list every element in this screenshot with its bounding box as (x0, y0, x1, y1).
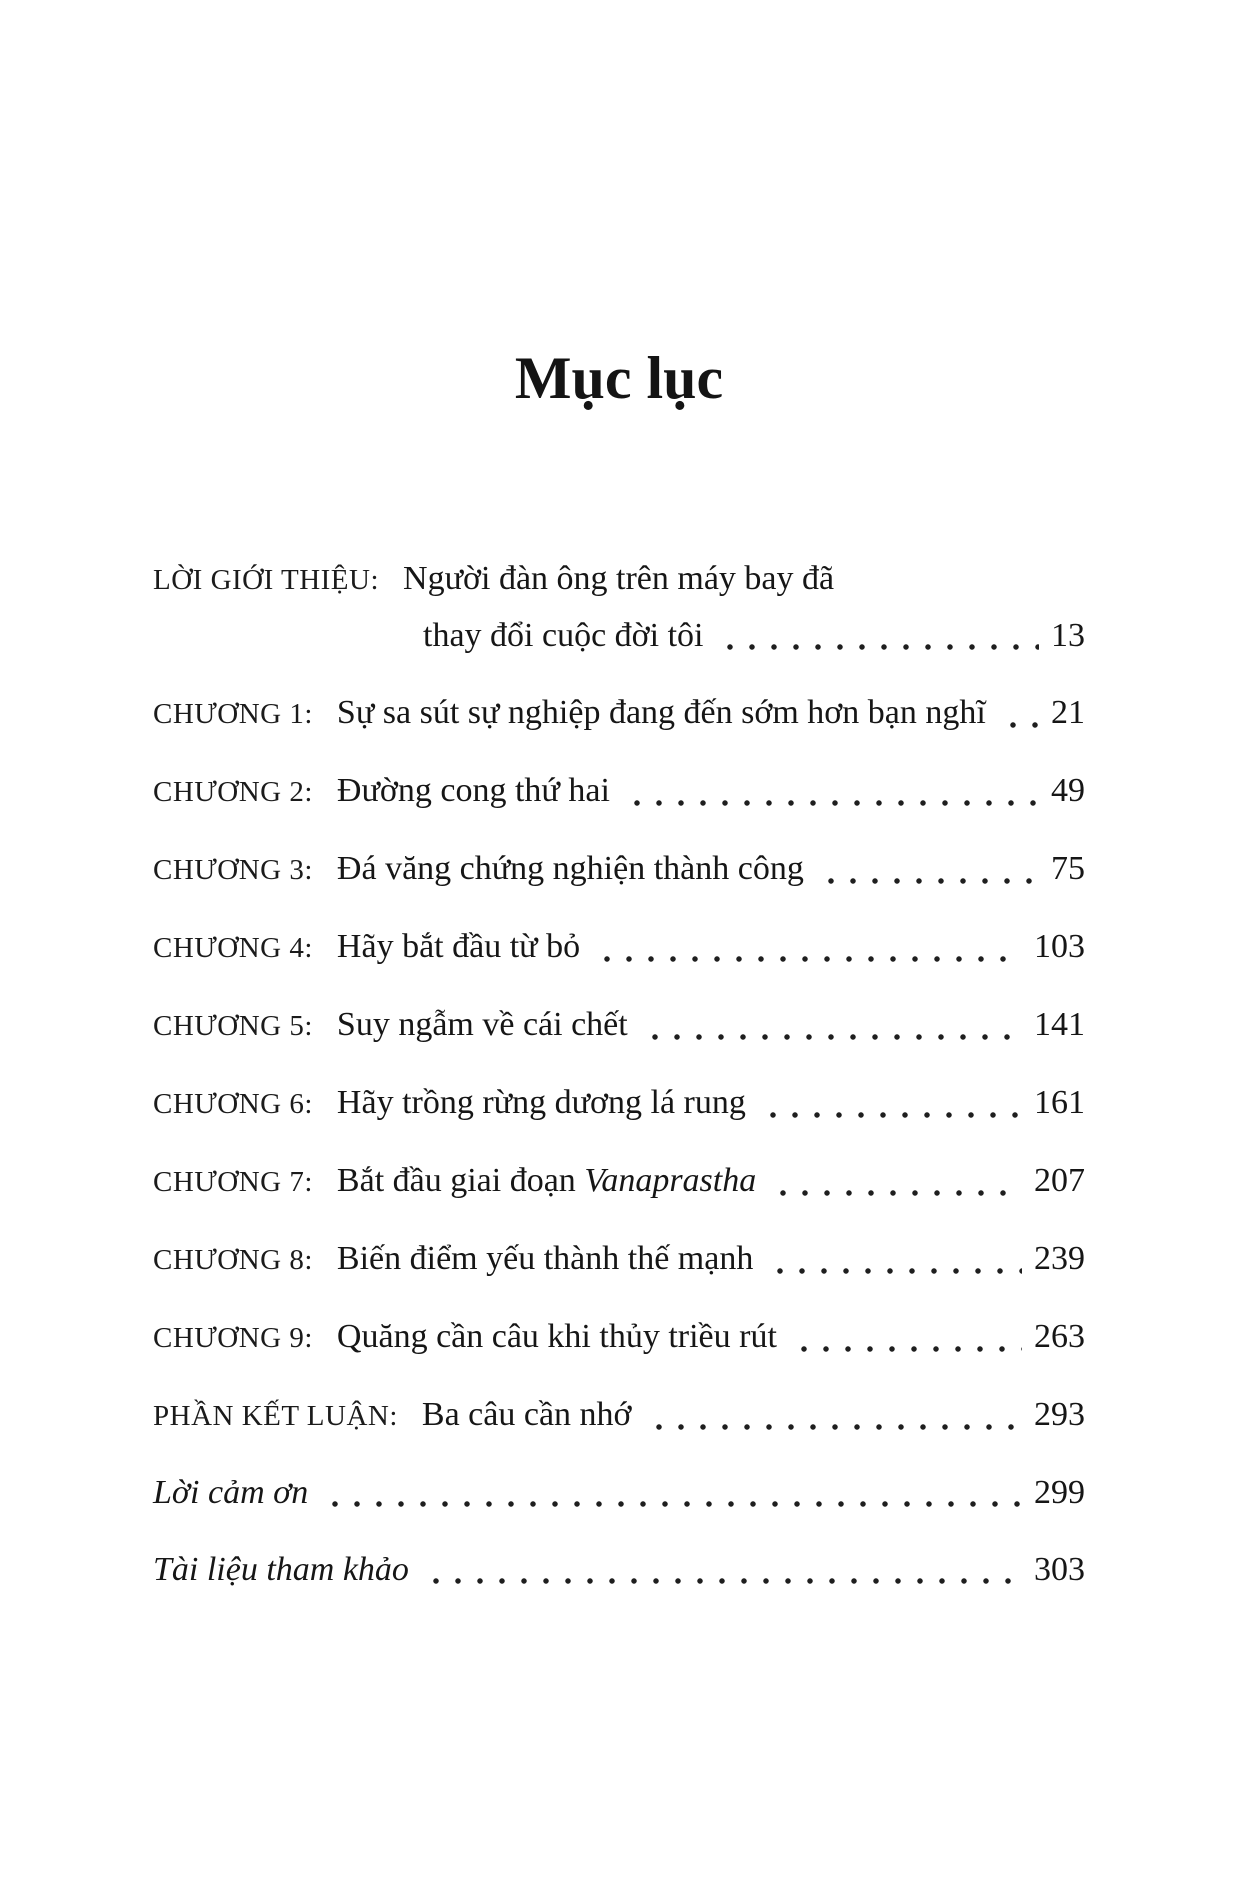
entry-title-text: Biến điểm yếu thành thế mạnh (336, 1240, 754, 1277)
entry-page-number: 293 (1034, 1396, 1085, 1433)
toc-content (153, 345, 1085, 1593)
toc-entry-chapter-8 (153, 1236, 1085, 1283)
toc-entry-list (153, 556, 1085, 1439)
dot-leader (318, 1500, 1022, 1508)
dot-leader (787, 1345, 1022, 1353)
entry-label: CHƯƠNG 7: (153, 1166, 313, 1198)
entry-title (337, 924, 580, 970)
dot-leader (763, 1267, 1022, 1275)
toc-entry-chapter-2 (153, 768, 1085, 815)
entry-page-number: 299 (1034, 1474, 1085, 1511)
dot-leader (590, 955, 1022, 963)
entry-page-number: 13 (1051, 617, 1085, 654)
entry-page-number: 49 (1051, 772, 1085, 809)
entry-title-text: Quăng cần câu khi thủy triều rút (336, 1318, 777, 1355)
entry-label: CHƯƠNG 5: (153, 1010, 313, 1042)
entry-title (337, 846, 804, 892)
toc-entry-acknowledgments (153, 1470, 1085, 1516)
toc-entry-chapter-6 (153, 1080, 1085, 1127)
toc-entry-chapter-9 (153, 1314, 1085, 1361)
toc-entry-chapter-5 (153, 1002, 1085, 1049)
dot-leader (766, 1189, 1022, 1197)
entry-page-number: 207 (1034, 1162, 1085, 1199)
entry-label: CHƯƠNG 2: (153, 776, 313, 808)
toc-entry-chapter-3 (153, 846, 1085, 893)
entry-label: LỜI GIỚI THIỆU: (153, 564, 380, 596)
entry-page-number: 303 (1034, 1551, 1085, 1588)
entry-label: PHẦN KẾT LUẬN: (153, 1400, 398, 1432)
entry-title (337, 1236, 753, 1282)
dot-leader (996, 721, 1039, 729)
entry-page-number: 141 (1034, 1006, 1085, 1043)
entry-title-text: Sự sa sút sự nghiệp đang đến sớm hơn bạn nghĩ (336, 694, 986, 731)
dot-leader (814, 877, 1039, 885)
entry-label: CHƯƠNG 1: (153, 698, 313, 730)
entry-title (422, 1392, 632, 1438)
entry-title: Lời cảm ơn (153, 1474, 309, 1511)
entry-title-text: Bắt đầu giai đoạn (336, 1162, 585, 1199)
entry-label: CHƯƠNG 8: (153, 1244, 313, 1276)
toc-entry-chapter-7 (153, 1158, 1085, 1205)
entry-label: CHƯƠNG 3: (153, 854, 313, 886)
entry-title-text: Suy ngẫm về cái chết (336, 1006, 628, 1043)
entry-label: CHƯƠNG 6: (153, 1088, 313, 1120)
entry-title (337, 768, 610, 814)
dot-leader (638, 1033, 1022, 1041)
entry-title (337, 1080, 746, 1126)
entry-page-number: 263 (1034, 1318, 1085, 1355)
dot-leader (620, 799, 1039, 807)
entry-title-text: Đá văng chứng nghiện thành công (336, 850, 804, 887)
entry-title (337, 1002, 628, 1048)
toc-entry-chapter-1 (153, 690, 1085, 737)
toc-entry-intro-line1 (153, 556, 1085, 603)
entry-title (337, 690, 986, 736)
entry-title-italic: Vanaprastha (584, 1162, 757, 1199)
entry-page-number: 75 (1051, 850, 1085, 887)
toc-entry-chapter-4 (153, 924, 1085, 971)
entry-page-number: 161 (1034, 1084, 1085, 1121)
toc-back-matter (153, 1470, 1085, 1593)
entry-page-number: 21 (1051, 694, 1085, 731)
dot-leader (642, 1423, 1022, 1431)
entry-title: Người đàn ông trên máy bay đã (403, 560, 835, 597)
toc-entry-conclusion (153, 1392, 1085, 1439)
entry-page-number: 239 (1034, 1240, 1085, 1277)
entry-title: thay đổi cuộc đời tôi (423, 617, 704, 654)
toc-entry-references (153, 1547, 1085, 1593)
toc-entry-intro-line2 (153, 613, 1085, 659)
entry-title-text: Hãy trồng rừng dương lá rung (336, 1084, 746, 1121)
page-title: Mục lục (514, 345, 724, 411)
entry-title-text: Ba câu cần nhớ (421, 1396, 632, 1433)
dot-leader (756, 1111, 1022, 1119)
entry-label: CHƯƠNG 9: (153, 1322, 313, 1354)
entry-label: CHƯƠNG 4: (153, 932, 313, 964)
entry-title (337, 1314, 777, 1360)
entry-title (337, 1158, 756, 1204)
entry-page-number: 103 (1034, 928, 1085, 965)
dot-leader (419, 1577, 1022, 1585)
dot-leader (713, 643, 1039, 651)
entry-title-text: Hãy bắt đầu từ bỏ (336, 928, 581, 965)
entry-title-text: Đường cong thứ hai (336, 772, 610, 809)
entry-title: Tài liệu tham khảo (153, 1551, 409, 1588)
